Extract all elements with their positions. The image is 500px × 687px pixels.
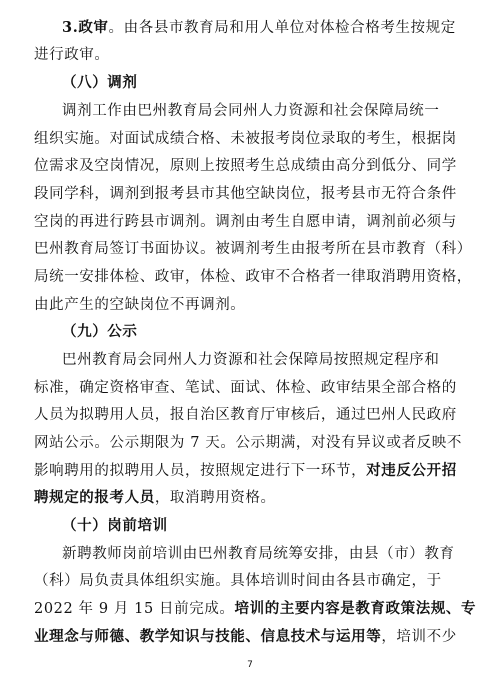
- s9-line-1: 巴州教育局会同州人力资源和社会保障局按照规定程序和: [62, 352, 440, 368]
- s9-line-5-text: 影响聘用的拟聘用人员，按照规定进行下一环节，: [34, 463, 367, 479]
- s10-line-1: 新聘教师岗前培训由巴州教育局统筹安排，由县（市）教育: [62, 546, 455, 562]
- s9-heading: （九）公示: [62, 323, 138, 340]
- s3-line-1: [62, 18, 456, 38]
- s9-line-6-bold: 聘规定的报考人员: [34, 489, 155, 506]
- s3-line-1-text: 。由各县市教育局和用人单位对体检合格考生按规定: [108, 20, 456, 36]
- s10-line-3-text: 2022 年 9 月 15 日前完成。: [34, 601, 235, 617]
- s8-heading: （八）调剂: [62, 74, 138, 91]
- s8-line-2: 组织实施。对面试成绩合格、未被报考岗位录取的考生，根据岗: [34, 131, 457, 147]
- s10-line-4-bold: 业理念与师德、教学知识与技能、信息技术与运用等: [34, 628, 382, 645]
- s9-line-6: [34, 488, 276, 508]
- s9-line-6-text: ，取消聘用资格。: [154, 490, 276, 506]
- s9-line-5: [34, 461, 457, 481]
- s9-line-5-bold: 对违反公开招: [366, 462, 457, 479]
- s9-line-4: 网站公示。公示期限为 7 天。公示期满，对没有异议或者反映不: [34, 435, 462, 451]
- s3-label: 3.政审: [62, 19, 109, 36]
- s10-line-2: （科）局负责具体组织实施。具体培训时间由各县市确定，于: [34, 573, 442, 589]
- s8-line-1: 调剂工作由巴州教育局会同州人力资源和社会保障局统一: [62, 103, 440, 119]
- s8-line-4: 段同学科，调剂到报考县市其他空缺岗位，报考县市无符合条件: [34, 186, 457, 202]
- s8-line-5: 空岗的再进行跨县市调剂。调剂由考生自愿申请，调剂前必须与: [34, 214, 457, 230]
- s3-line-2: 进行政审。: [34, 47, 110, 63]
- page-number: 7: [247, 660, 253, 670]
- s8-line-6: 巴州教育局签订书面协议。被调剂考生由报考所在县市教育（科）: [34, 241, 472, 257]
- s8-line-7: 局统一安排体检、政审，体检、政审不合格者一律取消聘用资格，: [34, 269, 472, 285]
- s10-line-4: [34, 627, 457, 647]
- s10-line-3-bold: 培训的主要内容是教育政策法规、专: [234, 600, 477, 617]
- s8-line-3: 位需求及空岗情况，原则上按照考生总成绩由高分到低分、同学: [34, 158, 457, 174]
- s10-line-4-text: ，培训不少: [381, 629, 457, 645]
- s9-line-3: 人员为拟聘用人员，报自治区教育厅审核后，通过巴州人民政府: [34, 407, 457, 423]
- s8-line-8: 由此产生的空缺岗位不再调剂。: [34, 297, 246, 313]
- s10-heading: （十）岗前培训: [62, 517, 168, 534]
- s10-line-3: [34, 599, 476, 619]
- s9-line-2: 标准，确定资格审查、笔试、面试、体检、政审结果全部合格的: [34, 380, 457, 396]
